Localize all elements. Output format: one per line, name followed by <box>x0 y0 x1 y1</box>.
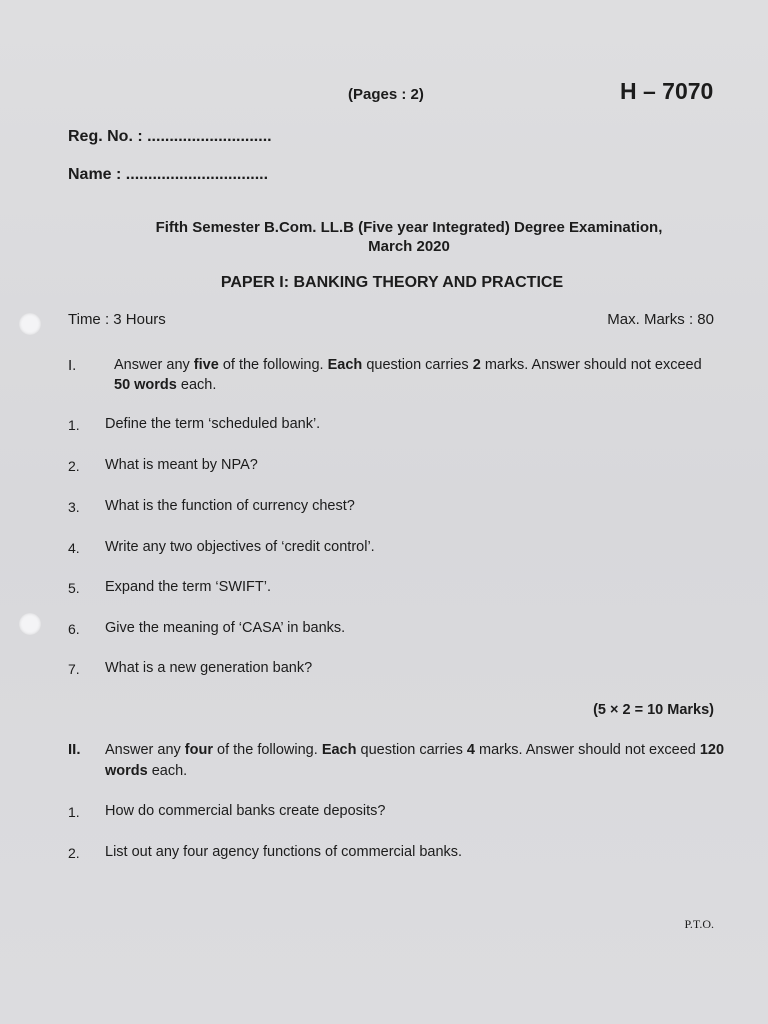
s1-q3-num: 3. <box>68 499 80 515</box>
s2-q2-num: 2. <box>68 845 80 861</box>
time-allowed: Time : 3 Hours <box>68 311 166 328</box>
reg-no-field: Reg. No. : ............................ <box>68 128 272 145</box>
s1-q5-num: 5. <box>68 580 80 596</box>
s1-q3-text: What is the function of currency chest? <box>105 498 355 514</box>
s1-q1-text: Define the term ‘scheduled bank’. <box>105 416 321 432</box>
punch-hole-bottom <box>19 613 41 635</box>
page-count: (Pages : 2) <box>348 86 424 103</box>
s1-q4-num: 4. <box>68 540 80 556</box>
s2-q1-num: 1. <box>68 804 80 820</box>
max-marks: Max. Marks : 80 <box>607 311 714 328</box>
s1-q7-text: What is a new generation bank? <box>105 660 313 676</box>
punch-hole-top <box>19 313 41 335</box>
please-turn-over: P.T.O. <box>684 917 714 931</box>
s1-q6-num: 6. <box>68 621 80 637</box>
section2-instructions: Answer any four of the following. Each question carries 4 marks. Answer should not exceed 120 words each. <box>105 742 725 779</box>
section1-total-marks: (5 × 2 = 10 Marks) <box>593 702 714 718</box>
exam-title-line1: Fifth Semester B.Com. LL.B (Five year Integrated) Degree Examination, <box>155 219 663 236</box>
s2-q2-text: List out any four agency functions of commercial banks. <box>105 844 463 860</box>
name-field: Name : ................................ <box>68 166 269 183</box>
exam-title-line2: March 2020 <box>368 238 450 255</box>
s1-q5-text: Expand the term ‘SWIFT’. <box>105 579 271 595</box>
s2-q1-text: How do commercial banks create deposits? <box>105 803 386 819</box>
paper-code: H – 7070 <box>620 78 714 104</box>
s1-q4-text: Write any two objectives of ‘credit control’. <box>105 539 375 555</box>
s1-q7-num: 7. <box>68 661 80 677</box>
section1-instructions: Answer any five of the following. Each question carries 2 marks. Answer should not exceed 50 words each. <box>114 357 702 393</box>
s1-q1-num: 1. <box>68 417 80 433</box>
s1-q2-num: 2. <box>68 458 80 474</box>
section2-numeral: II. <box>68 741 81 758</box>
s1-q2-text: What is meant by NPA? <box>105 457 258 473</box>
section1-numeral: I. <box>68 357 77 374</box>
paper-title: PAPER I: BANKING THEORY AND PRACTICE <box>220 274 564 291</box>
s1-q6-text: Give the meaning of ‘CASA’ in banks. <box>105 620 346 636</box>
